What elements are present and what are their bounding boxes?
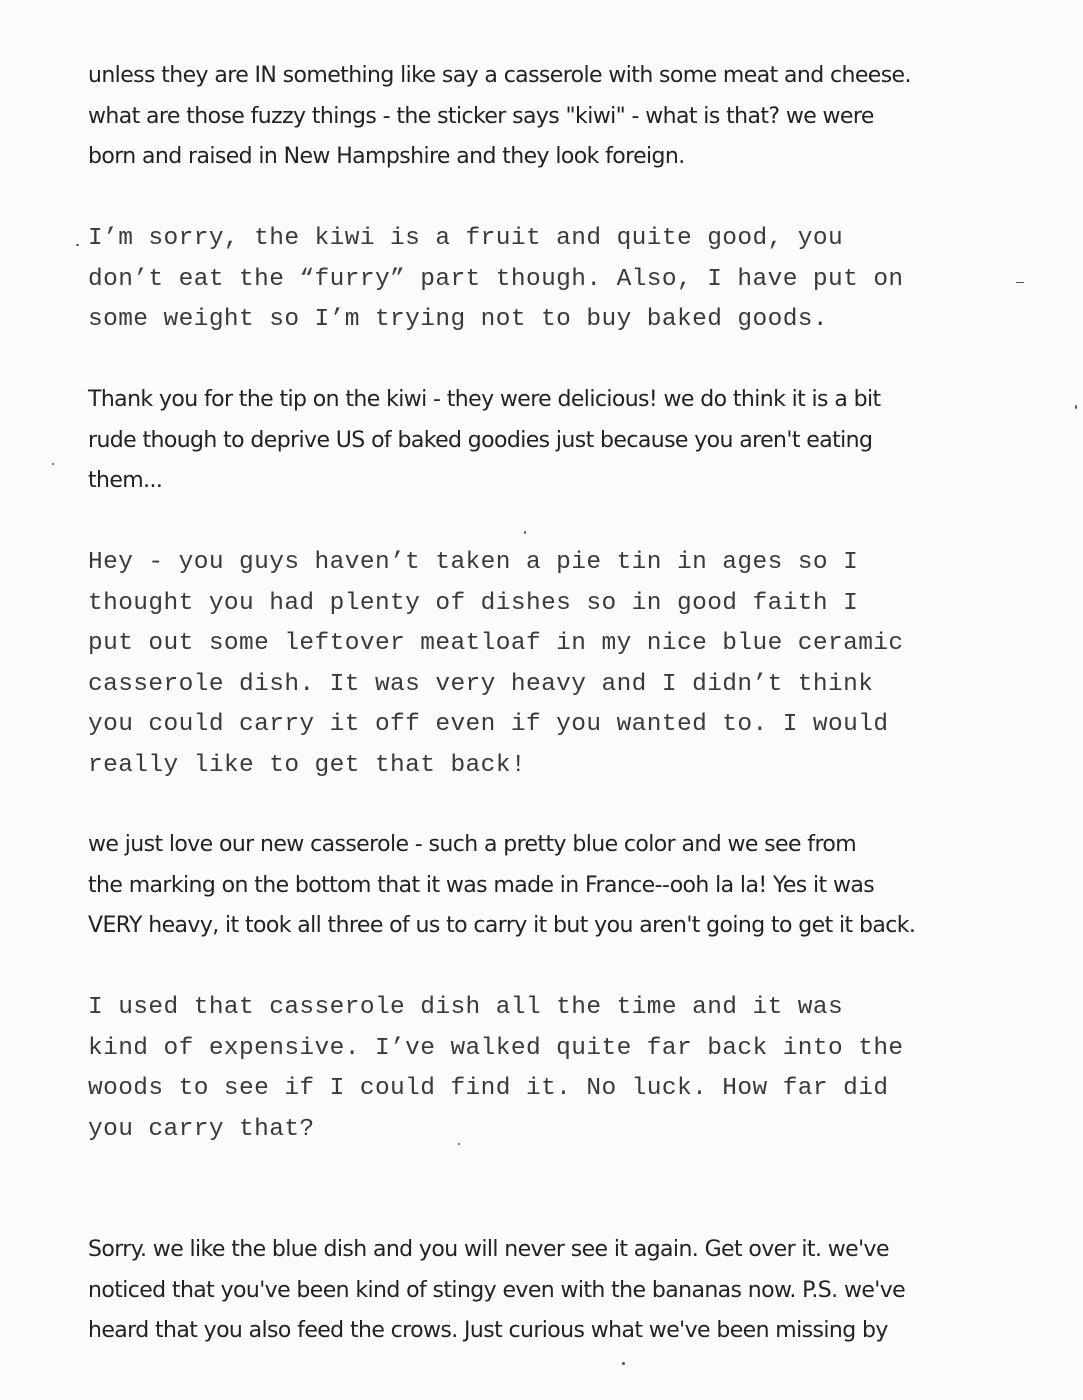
scan-speck [524, 531, 526, 534]
text-line: heard that you also feed the crows. Just curious what we've been missing by [88, 1318, 888, 1343]
handwritten-paragraph-thanks [88, 380, 1058, 502]
typed-paragraph-casserole-request [88, 543, 1058, 786]
text-line: born and raised in New Hampshire and they look foreign. [88, 144, 685, 169]
text-line: you could carry it off even if you wanted to. I would [88, 711, 889, 738]
typed-paragraph-kiwi-answer [88, 219, 1058, 341]
handwritten-paragraph-casserole-reply [88, 825, 1058, 947]
text-line: really like to get that back! [88, 751, 526, 779]
text-line: you carry that? [88, 1115, 315, 1143]
text-line: what are those fuzzy things - the sticker says "kiwi" - what is that? we were [88, 103, 874, 129]
text-line: noticed that you've been kind of stingy even with the bananas now. P.S. we've [88, 1277, 906, 1303]
text-line: casserole dish. It was very heavy and I didn’t think [88, 670, 874, 698]
text-line: them... [88, 468, 163, 493]
text-line: unless they are IN something like say a casserole with some meat and cheese. [88, 63, 911, 88]
text-line: rude though to deprive US of baked goodies just because you aren't eating [88, 427, 873, 453]
typed-paragraph-search [88, 988, 1058, 1150]
text-line: the marking on the bottom that it was made in France--ooh la la! Yes it was [88, 872, 875, 898]
scan-speck [1075, 405, 1077, 409]
text-line: we just love our new casserole - such a pretty blue color and we see from [88, 832, 857, 857]
scan-speck [52, 463, 54, 465]
text-line: Thank you for the tip on the kiwi - they were delicious! we do think it is a bit [88, 387, 881, 412]
scan-speck [458, 1143, 460, 1145]
text-line: I used that casserole dish all the time and it was [88, 994, 844, 1021]
text-line: I’m sorry, the kiwi is a fruit and quite good, you [88, 225, 844, 252]
text-line: Sorry. we like the blue dish and you will never see it again. Get over it. we've [88, 1237, 889, 1262]
text-line: thought you had plenty of dishes so in good faith I [88, 589, 859, 617]
text-line: VERY heavy, it took all three of us to carry it but you aren't going to get it back. [88, 913, 916, 938]
text-line: put out some leftover meatloaf in my nice blue ceramic [88, 630, 904, 657]
handwritten-paragraph-kiwi-question [88, 56, 1058, 178]
text-line: some weight so I’m trying not to buy baked goods. [88, 306, 829, 333]
scan-speck [1016, 282, 1024, 283]
scan-speck [76, 244, 79, 246]
handwritten-paragraph-sorry [88, 1230, 1058, 1352]
text-line: kind of expensive. I’ve walked quite far back into the [88, 1034, 904, 1062]
text-line: don’t eat the “furry” part though. Also, I have put on [88, 265, 904, 293]
text-line: Hey - you guys haven’t taken a pie tin in ages so I [88, 549, 859, 576]
text-line: woods to see if I could find it. No luck. How far did [88, 1075, 889, 1102]
scan-speck [622, 1362, 625, 1365]
